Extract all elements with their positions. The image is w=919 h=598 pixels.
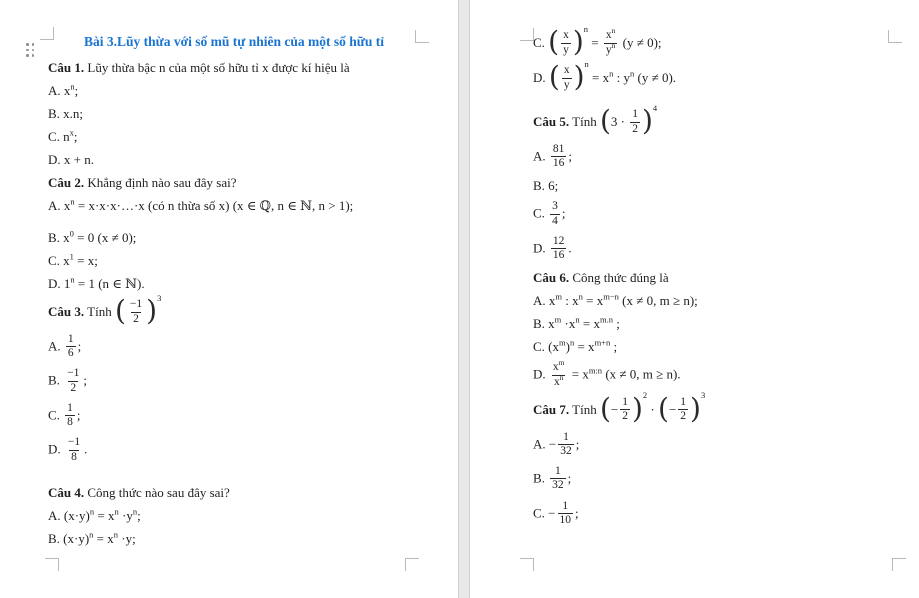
text-run: D.: [533, 69, 549, 85]
text-run: ;: [575, 436, 580, 452]
page-1: [0, 0, 458, 598]
text-run: D.: [533, 240, 549, 256]
text-line: [48, 276, 420, 292]
superscript: m−n: [603, 291, 619, 302]
superscript: 0: [69, 228, 74, 239]
text-line: [533, 144, 895, 171]
text-line: [48, 437, 420, 464]
fraction: [558, 500, 574, 527]
big-right-paren-group: [641, 102, 658, 137]
big-right-paren-group: [146, 292, 162, 327]
text-line: [533, 23, 895, 58]
superscript: m: [558, 358, 565, 368]
crop-mark-top-left-page2: [520, 28, 534, 41]
page-2-content: [533, 23, 895, 535]
fraction-denominator: 8: [67, 416, 73, 429]
text-run: B. (x·y): [48, 530, 90, 546]
big-left-paren: (: [599, 391, 611, 425]
fraction-numerator: 1: [562, 499, 569, 512]
superscript: m: [555, 291, 563, 302]
superscript: n: [113, 529, 119, 540]
superscript: n: [575, 314, 580, 325]
text-line: [533, 339, 895, 355]
text-run: (x ≠ 0, m ≥ n).: [602, 367, 681, 383]
text-line: [533, 178, 895, 194]
superscript: n: [70, 274, 75, 285]
superscript: n: [609, 68, 614, 79]
text-line: [533, 316, 895, 332]
superscript: n: [89, 506, 95, 517]
fraction-denominator: 2: [680, 410, 687, 423]
text-run: ;: [77, 338, 82, 354]
crop-mark-bottom-right-page2: [892, 558, 906, 571]
text-line: [48, 34, 420, 50]
fraction: [551, 235, 567, 262]
text-line: [533, 358, 895, 389]
superscript: m+n: [594, 337, 611, 348]
text-run: = x: [579, 316, 600, 332]
text-run: D. 1: [48, 276, 71, 291]
text-line: [48, 60, 420, 76]
superscript: n: [578, 291, 583, 302]
text-line: [48, 292, 420, 327]
fraction: [630, 108, 640, 135]
text-run: = 1 (n ∈ ℕ).: [74, 276, 145, 291]
text-line: [533, 201, 895, 228]
text-line: [533, 102, 895, 137]
fraction-numerator: −1: [67, 367, 80, 380]
superscript: n: [114, 506, 119, 517]
text-run: =: [588, 34, 602, 50]
text-run: ·: [647, 401, 659, 417]
fraction-denominator: 16: [552, 157, 565, 170]
text-run: ): [565, 339, 570, 355]
text-line: [533, 58, 895, 93]
superscript: 1: [69, 251, 74, 262]
fraction-denominator: 4: [552, 214, 558, 227]
fraction-numerator: 1: [632, 108, 638, 121]
fraction-numerator: 1: [622, 396, 628, 409]
page-2: [470, 0, 919, 598]
text-line: [533, 466, 895, 493]
text-run: Lũy thừa bậc n của một số hữu tỉ x được kí hiệu là: [84, 60, 350, 75]
big-left-paren: (: [658, 391, 669, 425]
text-line: [533, 432, 895, 459]
fraction-denominator: 2: [70, 381, 77, 394]
text-line: [48, 508, 420, 524]
text-run: ;: [561, 206, 566, 222]
text-run: = x: [568, 367, 589, 383]
text-run: C.: [533, 34, 549, 50]
bold-text-run: Câu 3.: [48, 303, 85, 319]
big-right-paren: ): [641, 104, 653, 137]
fraction-denominator: y: [563, 43, 569, 56]
superscript: n: [611, 40, 616, 50]
fraction-denominator: 32: [552, 479, 564, 492]
bold-text-run: Câu 7.: [533, 401, 570, 417]
text-run: B.: [533, 470, 549, 486]
fraction: [561, 29, 571, 56]
big-right-paren: ): [146, 294, 158, 327]
text-run: B. x: [48, 230, 70, 245]
exponent: 3: [700, 390, 706, 401]
text-run: ·x: [561, 316, 576, 332]
text-run: ;: [74, 83, 79, 98]
text-run: B. 6;: [533, 178, 559, 194]
bold-text-run: Câu 4.: [48, 484, 85, 500]
superscript: n: [611, 26, 616, 36]
text-run: A.: [533, 148, 549, 164]
text-run: (x ≠ 0, m ≥ n);: [618, 293, 698, 309]
text-run: A.: [48, 338, 64, 354]
text-run: A. x: [48, 83, 71, 98]
fraction: [558, 431, 574, 458]
text-run: .: [568, 240, 572, 256]
superscript: m:n: [588, 365, 603, 376]
text-run: Công thức đúng là: [569, 270, 669, 286]
big-left-paren: (: [548, 60, 560, 93]
fraction-numerator: 1: [67, 401, 73, 414]
fraction: [66, 436, 82, 463]
bold-text-run: Câu 6.: [533, 270, 570, 286]
text-line: [48, 531, 420, 547]
crop-mark-top-left-page1: [40, 27, 54, 40]
fraction-denominator: 8: [71, 450, 77, 463]
fraction: [550, 200, 560, 227]
text-run: B. x.n;: [48, 106, 84, 121]
text-run: A. x: [533, 293, 556, 309]
dot: [32, 54, 35, 57]
text-line: [533, 236, 895, 263]
superscript: n: [89, 529, 94, 540]
crop-mark-top-right-page1: [415, 30, 429, 43]
text-run: = x: [588, 69, 610, 85]
dot: [32, 49, 35, 52]
crop-mark-bottom-right-page1: [405, 558, 419, 571]
text-run: ;: [83, 373, 88, 389]
text-run: ;: [567, 470, 572, 486]
text-run: C.: [48, 407, 64, 423]
fraction-numerator: $x^n$: [605, 26, 616, 42]
text-run: (y ≠ 0);: [619, 34, 662, 50]
exponent: n: [584, 58, 589, 69]
text-run: = x: [93, 530, 114, 546]
page-1-content: [48, 34, 420, 554]
fraction-denominator: 6: [67, 347, 74, 360]
page-gap: [458, 0, 470, 598]
text-run: (y ≠ 0).: [634, 69, 677, 85]
big-left-paren: (: [548, 25, 560, 58]
bold-text-run: Câu 1.: [48, 60, 85, 75]
superscript: x: [69, 127, 74, 138]
fraction-numerator: x: [563, 64, 570, 77]
fraction-denominator: 16: [552, 249, 565, 262]
big-right-paren: ): [690, 391, 701, 425]
text-run: ·y: [118, 507, 133, 523]
superscript: n: [569, 337, 575, 348]
text-run: = 0 (x ≠ 0);: [73, 230, 137, 245]
fraction-numerator: −1: [129, 298, 143, 311]
fraction: [65, 402, 75, 429]
fraction: [66, 333, 76, 360]
dot: [32, 43, 35, 46]
big-left-paren: (: [114, 294, 126, 327]
text-run: ;: [568, 148, 573, 164]
superscript: m: [559, 337, 566, 348]
fraction-denominator: 2: [133, 312, 139, 325]
fraction-numerator: 12: [552, 234, 565, 247]
superscript: n: [629, 68, 635, 79]
fraction-denominator: 10: [559, 513, 572, 526]
big-right-paren-group: [631, 390, 648, 425]
text-run: 3 ·: [610, 113, 629, 129]
big-right-paren: ): [573, 60, 585, 93]
fraction-numerator: 1: [563, 430, 569, 443]
big-right-paren-group: [573, 58, 589, 93]
text-run: Tính: [569, 401, 600, 417]
superscript: n: [559, 372, 564, 382]
text-run: Khẳng định nào sau đây sai?: [84, 175, 237, 190]
superscript: m: [554, 314, 562, 325]
big-right-paren: ): [631, 391, 643, 425]
text-run: = x;: [73, 253, 98, 268]
text-run: : x: [562, 293, 579, 309]
text-line: [48, 106, 420, 122]
fraction-denominator: 2: [632, 122, 638, 135]
text-run: −: [610, 401, 619, 417]
fraction-numerator: 1: [680, 396, 687, 409]
superscript: n: [70, 196, 75, 207]
text-line: [533, 293, 895, 309]
fraction: [128, 298, 144, 325]
exponent: 4: [652, 102, 658, 113]
text-run: A. x: [48, 198, 71, 213]
big-right-paren-group: [572, 23, 589, 58]
fraction-denominator: 2: [622, 410, 628, 423]
dot: [26, 43, 29, 46]
text-run: D.: [533, 367, 549, 383]
fraction: [551, 358, 567, 388]
fraction-numerator: 81: [552, 143, 565, 155]
superscript: n: [70, 81, 75, 92]
text-line: [48, 175, 420, 191]
text-run: = x: [574, 339, 595, 355]
text-line: [48, 334, 420, 361]
text-run: = x·x·x·…·x (có n thừa số x) (x ∈ ℚ, n ∈ ℕ, n > 1);: [74, 198, 354, 213]
text-line: [48, 368, 420, 395]
fraction: [550, 465, 566, 492]
superscript: n: [132, 506, 138, 517]
fraction-denominator: $x^n$: [553, 372, 564, 388]
drag-handle-icon[interactable]: [26, 43, 34, 57]
text-run: ;: [575, 505, 579, 521]
text-run: C. −: [533, 505, 556, 521]
crop-mark-bottom-left-page2: [520, 558, 534, 571]
text-run: ;: [610, 339, 618, 355]
text-run: ;: [73, 129, 78, 144]
exponent: 2: [642, 390, 648, 401]
text-run: = x: [94, 507, 115, 523]
text-run: C.: [533, 206, 549, 222]
fraction-numerator: 3: [552, 200, 558, 213]
text-run: B.: [48, 373, 64, 389]
bold-text-run: Bài 3.Lũy thừa với số mũ tự nhiên của một số hữu tỉ: [84, 34, 384, 49]
text-line: [533, 390, 895, 425]
bold-text-run: Câu 5.: [533, 113, 570, 129]
text-run: .: [84, 442, 88, 458]
text-line: [48, 485, 420, 501]
text-line: [48, 83, 420, 99]
big-right-paren: ): [572, 25, 584, 58]
text-run: Công thức nào sau đây sai?: [84, 484, 230, 500]
big-left-paren: (: [599, 104, 611, 137]
fraction: [551, 143, 567, 170]
text-run: C. x: [48, 253, 70, 268]
text-run: ;: [137, 507, 141, 523]
dot: [26, 49, 29, 52]
text-line: [48, 198, 420, 214]
text-run: C. (x: [533, 339, 559, 355]
text-run: D. x + n.: [48, 152, 94, 167]
text-run: B. x: [533, 316, 555, 332]
superscript: m.n: [599, 314, 613, 325]
big-right-paren-group: [690, 390, 706, 425]
fraction-denominator: y: [563, 78, 570, 91]
crop-mark-bottom-left-page1: [45, 558, 59, 571]
text-run: −: [668, 401, 677, 417]
fraction-denominator: 32: [560, 444, 572, 457]
text-line: [48, 230, 420, 246]
text-run: A. (x·y): [48, 507, 90, 523]
text-run: ;: [612, 316, 620, 332]
fraction: [620, 396, 630, 423]
crop-mark-top-right-page2: [888, 30, 902, 43]
fraction: [562, 64, 572, 91]
fraction-numerator: −1: [67, 436, 81, 449]
text-run: ;: [76, 407, 81, 423]
text-run: Tính: [569, 113, 600, 129]
exponent: 3: [157, 292, 162, 303]
text-run: C. n: [48, 129, 70, 144]
text-run: : y: [613, 69, 630, 85]
text-run: D.: [48, 442, 64, 458]
fraction: [65, 367, 81, 394]
text-line: [48, 253, 420, 269]
fraction-numerator: 1: [555, 465, 561, 478]
text-line: [48, 129, 420, 145]
fraction-numerator: 1: [67, 333, 74, 345]
bold-text-run: Câu 2.: [48, 175, 85, 190]
text-line: [533, 270, 895, 286]
exponent: n: [583, 23, 589, 34]
text-line: [48, 152, 420, 168]
text-run: = x: [582, 293, 604, 309]
text-run: A. −: [533, 436, 557, 452]
fraction: [678, 396, 688, 423]
text-line: [533, 501, 895, 528]
fraction-numerator: x: [563, 29, 569, 42]
fraction-numerator: $x^m$: [552, 358, 565, 374]
fraction: [604, 26, 618, 56]
text-run: ·y;: [118, 530, 136, 546]
dot: [26, 54, 29, 57]
text-line: [48, 403, 420, 430]
fraction-denominator: $y^n$: [605, 40, 616, 56]
text-run: Tính: [84, 303, 115, 319]
